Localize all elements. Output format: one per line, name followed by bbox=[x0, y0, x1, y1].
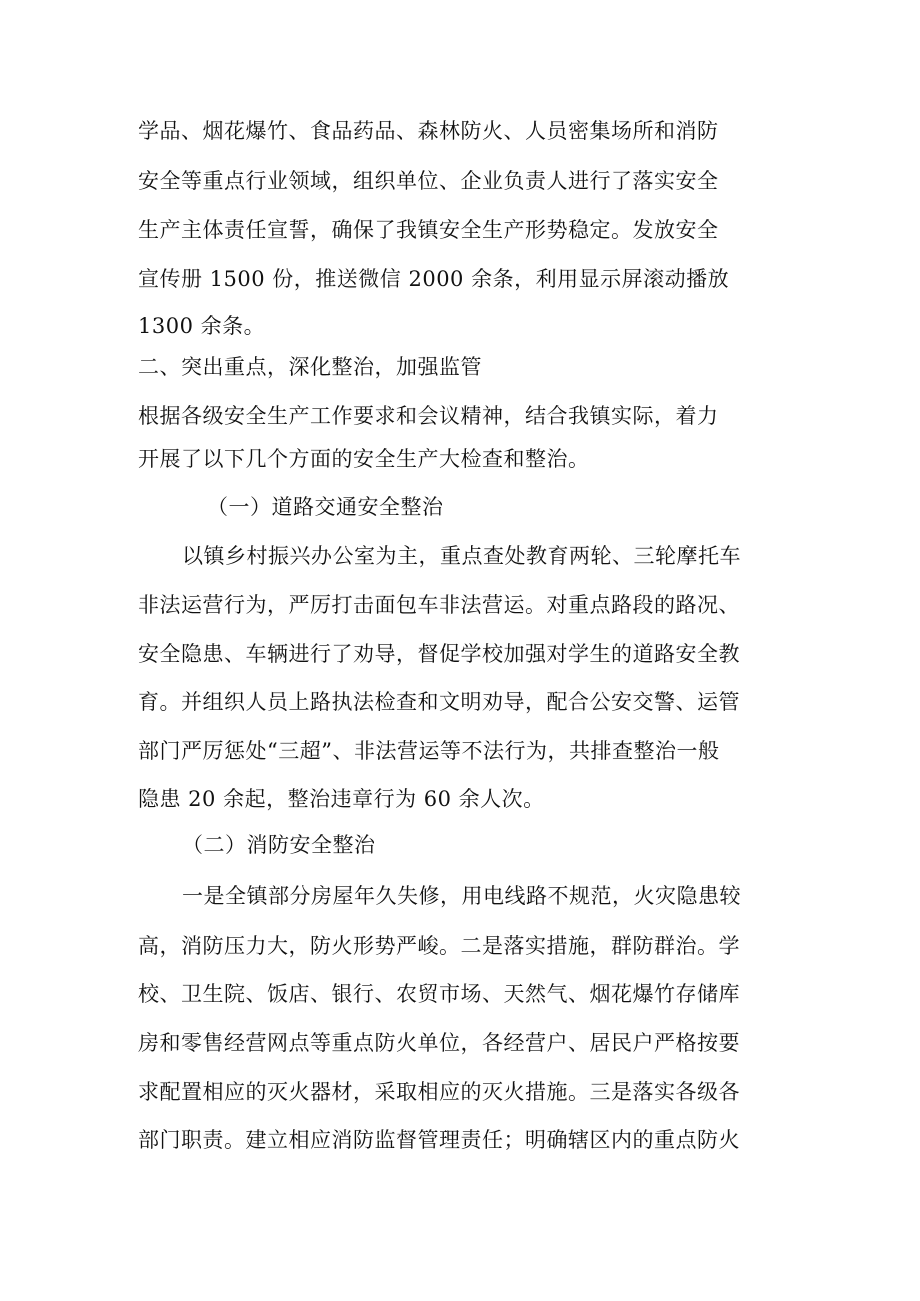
text-line: 部门严厉惩处“三超”、非法营运等不法行为，共排查整治一般 bbox=[138, 739, 720, 763]
text-line: 部门职责。建立相应消防监督管理责任；明确辖区内的重点防火 bbox=[138, 1128, 740, 1152]
text-line: 以镇乡村振兴办公室为主，重点查处教育两轮、三轮摩托车 bbox=[182, 544, 741, 568]
text-line: 隐患 20 余起，整治违章行为 60 余人次。 bbox=[138, 787, 545, 811]
text-line: 开展了以下几个方面的安全生产大检查和整治。 bbox=[138, 447, 590, 471]
text-line: 育。并组织人员上路执法检查和文明劝导，配合公安交警、运管 bbox=[138, 690, 740, 714]
text-line: 根据各级安全生产工作要求和会议精神，结合我镇实际，着力 bbox=[138, 404, 719, 428]
text-line: 生产主体责任宣誓，确保了我镇安全生产形势稳定。发放安全 bbox=[138, 218, 719, 242]
subsection-heading: （一）道路交通安全整治 bbox=[207, 495, 444, 519]
text-line: 1300 余条。 bbox=[138, 314, 266, 338]
text-line: 一是全镇部分房屋年久失修，用电线路不规范，火灾隐患较 bbox=[182, 884, 741, 908]
subsection-heading: （二）消防安全整治 bbox=[182, 833, 376, 857]
text-line: 非法运营行为，严厉打击面包车非法营运。对重点路段的路况、 bbox=[138, 593, 740, 617]
text-line: 房和零售经营网点等重点防火单位，各经营户、居民户严格按要 bbox=[138, 1031, 740, 1055]
text-line: 校、卫生院、饭店、银行、农贸市场、天然气、烟花爆竹存储库 bbox=[138, 982, 740, 1006]
text-line: 宣传册 1500 份，推送微信 2000 余条，利用显示屏滚动播放 bbox=[138, 267, 730, 291]
text-line: 学品、烟花爆竹、食品药品、森林防火、人员密集场所和消防 bbox=[138, 119, 719, 143]
text-line: 高，消防压力大，防火形势严峻。二是落实措施，群防群治。学 bbox=[138, 934, 740, 958]
text-line: 安全隐患、车辆进行了劝导，督促学校加强对学生的道路安全教 bbox=[138, 642, 740, 666]
text-line: 求配置相应的灭火器材，采取相应的灭火措施。三是落实各级各 bbox=[138, 1080, 740, 1104]
text-line: 安全等重点行业领域，组织单位、企业负责人进行了落实安全 bbox=[138, 169, 719, 193]
section-heading: 二、突出重点，深化整治，加强监管 bbox=[138, 355, 482, 379]
